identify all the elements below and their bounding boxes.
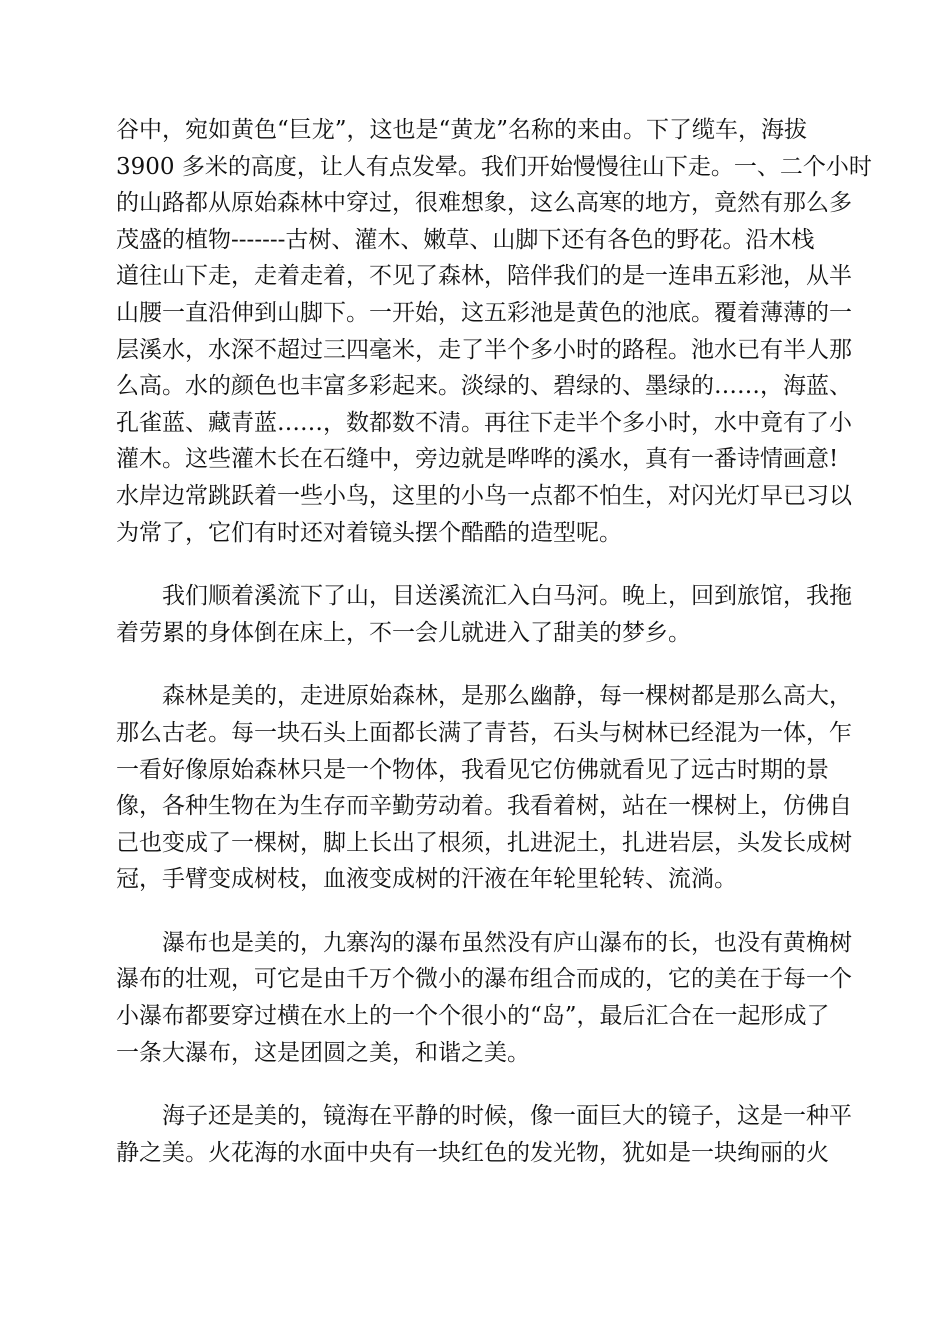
text-line: 那么古老。每一块石头上面都长满了青苔，石头与树林已经混为一体，乍	[116, 719, 852, 746]
text-line: 茂盛的植物-------古树、灌木、嫩草、山脚下还有各色的野花。沿木栈	[116, 226, 815, 253]
text-line: 灌木。这些灌木长在石缝中，旁边就是哗哗的溪水，真有一番诗情画意!	[116, 446, 839, 473]
paragraph	[116, 678, 852, 898]
paragraph	[116, 578, 852, 651]
text-line: 一条大瀑布，这是团圆之美，和谐之美。	[116, 1039, 530, 1066]
paragraph-gap	[116, 651, 836, 678]
text-line: 么高。水的颜色也丰富多彩起来。淡绿的、碧绿的、墨绿的……，海蓝、	[116, 373, 852, 400]
text-line: 3900 多米的高度，让人有点发晕。我们开始慢慢往山下走。一、二个小时	[116, 153, 872, 180]
text-line: 像，各种生物在为生存而辛勤劳动着。我看着树，站在一棵树上，仿佛自	[116, 793, 852, 820]
text-line: 森林是美的，走进原始森林，是那么幽静，每一棵树都是那么高大，	[162, 683, 852, 710]
text-line: 小瀑布都要穿过横在水上的一个个很小的“岛”，最后汇合在一起形成了	[116, 1003, 830, 1030]
paragraph	[116, 112, 872, 551]
text-line: 瀑布的壮观，可它是由千万个微小的瀑布组合而成的，它的美在于每一个	[116, 966, 852, 993]
text-line: 一看好像原始森林只是一个物体，我看见它仿佛就看见了远古时期的景	[116, 756, 829, 783]
text-line: 层溪水，水深不超过三四毫米，走了半个多小时的路程。池水已有半人那	[116, 336, 852, 363]
paragraph	[116, 925, 852, 1071]
text-line: 山腰一直沿伸到山脚下。一开始，这五彩池是黄色的池底。覆着薄薄的一	[116, 299, 852, 326]
text-line: 冠，手臂变成树枝，血液变成树的汗液在年轮里轮转、流淌。	[116, 866, 737, 893]
text-line: 瀑布也是美的，九寨沟的瀑布虽然没有庐山瀑布的长，也没有黄桷树	[162, 929, 852, 956]
paragraph-gap	[116, 898, 836, 925]
document-body	[116, 112, 872, 1171]
paragraph-gap	[116, 551, 836, 578]
text-line: 我们顺着溪流下了山，目送溪流汇入白马河。晚上，回到旅馆，我拖	[162, 583, 852, 610]
paragraph	[116, 1098, 852, 1171]
text-line: 水岸边常跳跃着一些小鸟，这里的小鸟一点都不怕生，对闪光灯早已习以	[116, 482, 852, 509]
text-line: 静之美。火花海的水面中央有一块红色的发光物，犹如是一块绚丽的火	[116, 1139, 829, 1166]
text-line: 道往山下走，走着走着，不见了森林，陪伴我们的是一连串五彩池，从半	[116, 263, 852, 290]
text-line: 己也变成了一棵树，脚上长出了根须，扎进泥土，扎进岩层，头发长成树	[116, 829, 852, 856]
text-line: 谷中，宛如黄色“巨龙”，这也是“黄龙”名称的来由。下了缆车，海拔	[116, 117, 808, 143]
text-line: 着劳累的身体倒在床上，不一会儿就进入了甜美的梦乡。	[116, 619, 691, 646]
paragraph-gap	[116, 1071, 836, 1098]
text-line: 海子还是美的，镜海在平静的时候，像一面巨大的镜子，这是一种平	[162, 1103, 852, 1130]
text-line: 为常了，它们有时还对着镜头摆个酷酷的造型呢。	[116, 519, 622, 546]
text-line: 的山路都从原始森林中穿过，很难想象，这么高寒的地方，竟然有那么多	[116, 190, 852, 217]
text-line: 孔雀蓝、藏青蓝……，数都数不清。再往下走半个多小时，水中竟有了小	[116, 409, 852, 436]
